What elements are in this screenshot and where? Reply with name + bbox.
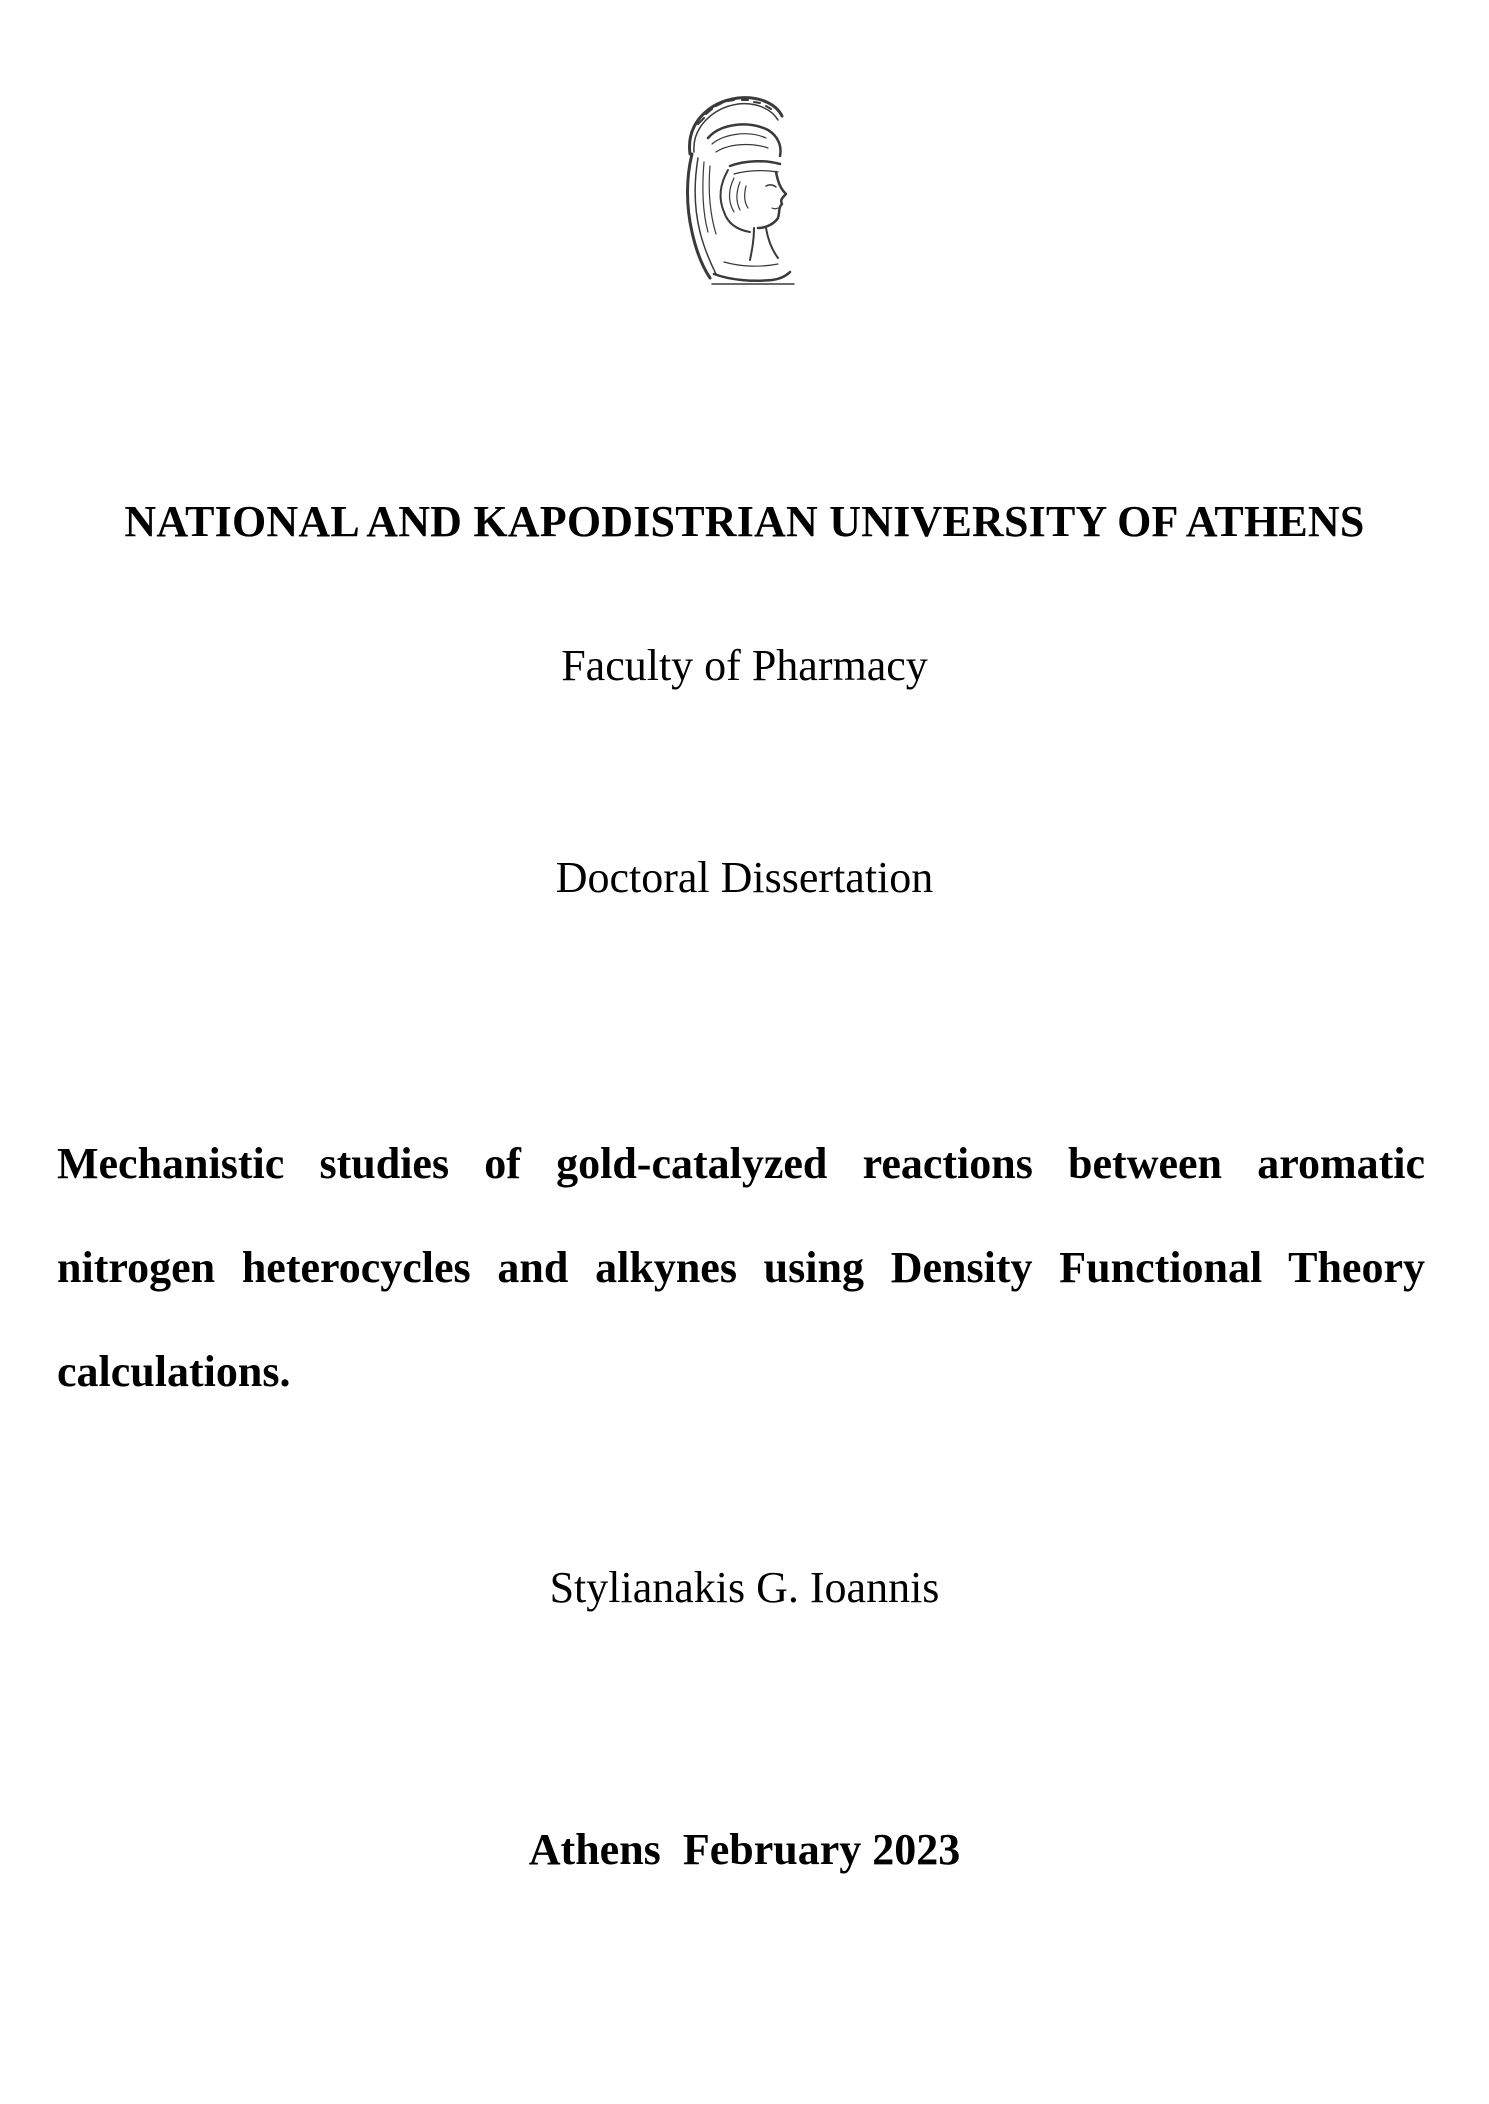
date: February 2023: [682, 1825, 961, 1874]
document-type: Doctoral Dissertation: [555, 853, 934, 902]
university-name: NATIONAL AND KAPODISTRIAN UNIVERSITY OF ATHENS: [124, 497, 1365, 546]
athena-helmet-emblem-icon: [668, 94, 800, 290]
author-name: Stylianakis G. Ioannis: [549, 1563, 940, 1612]
dissertation-title: Mechanistic studies of gold-catalyzed reactions between aromatic nitrogen heterocycles and alkynes using Density Functional Theory calculations.: [57, 1139, 1425, 1396]
place: Athens: [528, 1825, 661, 1874]
place-and-date: [0, 1824, 1489, 1875]
faculty-name: Faculty of Pharmacy: [561, 641, 928, 690]
